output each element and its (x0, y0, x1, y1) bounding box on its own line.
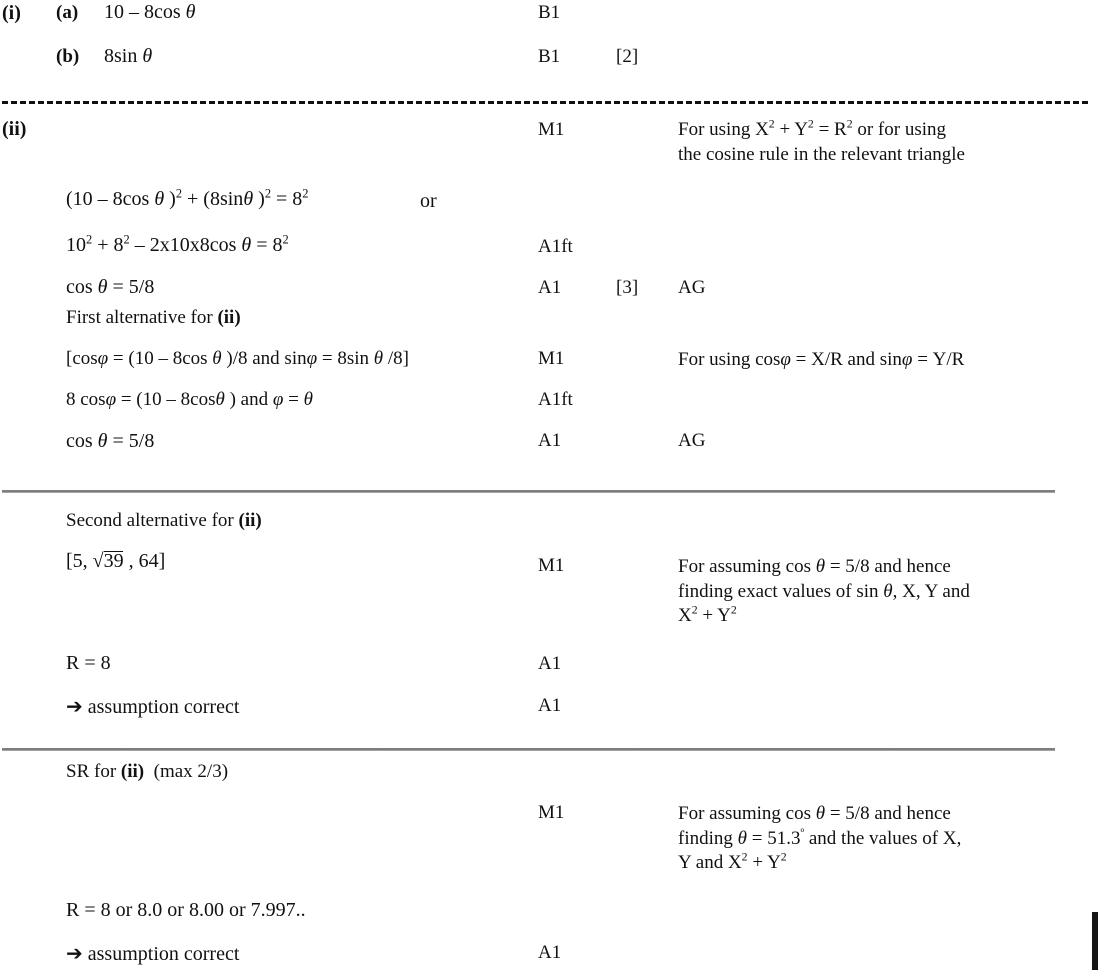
square-root-group (93, 550, 124, 573)
note-seg: X (678, 605, 692, 627)
or-connector: or (420, 190, 437, 212)
superscript-2: 2 (302, 186, 309, 201)
radical-bar (104, 551, 123, 552)
heading-max: (max 2/3) (153, 761, 229, 782)
mark-code: A1ft (538, 236, 573, 257)
dashed-separator (2, 101, 1088, 104)
scan-edge-artifact (1092, 912, 1098, 970)
note-seg: = 51.3 (746, 827, 801, 849)
ag-annotation: AG (678, 430, 706, 451)
note-seg: For using cos (678, 349, 781, 370)
phi-symbol: φ (97, 348, 109, 369)
superscript-2: 2 (691, 604, 698, 618)
superscript-2: 2 (846, 117, 853, 131)
marks-total-bracket: [2] (616, 46, 639, 67)
eq-seg: (10 – 8cos (66, 188, 150, 210)
mark-code: M1 (538, 119, 565, 140)
theta-symbol: θ (883, 580, 893, 602)
superscript-2: 2 (86, 232, 93, 247)
note-seg: or for using (852, 119, 946, 140)
superscript-2: 2 (741, 851, 748, 865)
work-i-b-text: 8sin (104, 45, 138, 67)
mark-code: B1 (538, 46, 561, 67)
ag-annotation: AG (678, 277, 706, 298)
degree-symbol: º (800, 826, 805, 840)
work-sr-r-value: R = 8 or 8.0 or 8.00 or 7.997.. (66, 899, 306, 921)
theta-symbol: θ (373, 348, 384, 369)
heading-ref: (ii) (217, 307, 241, 328)
note-seg: = R (813, 119, 847, 140)
mark-code: B1 (538, 2, 561, 23)
theta-symbol: θ (212, 348, 222, 369)
mark-code: M1 (538, 802, 565, 823)
theta-symbol: θ (243, 188, 254, 210)
right-arrow-icon: ➔ (66, 694, 83, 718)
eq-seg: + (8sin (182, 188, 244, 210)
work-fa-cos-result (66, 430, 154, 453)
phi-symbol: φ (780, 349, 791, 370)
note-seg: finding exact values of sin (678, 580, 884, 602)
note-seg: Y and X (678, 852, 742, 874)
radicand: 39 (103, 550, 124, 572)
theta-symbol: θ (815, 556, 826, 577)
superscript-2: 2 (780, 851, 787, 865)
work-i-a-text: 10 – 8cos (104, 1, 181, 23)
phi-symbol: φ (105, 389, 117, 410)
heading-seg: First alternative for (66, 307, 218, 328)
heading-seg: Second alternative for (66, 510, 239, 531)
note-seg: For using X (678, 119, 769, 140)
note-seg: = 5/8 and hence (825, 803, 951, 824)
right-arrow-icon: ➔ (66, 941, 83, 965)
note-seg: For assuming cos (678, 556, 816, 577)
superscript-2: 2 (175, 186, 183, 201)
note-seg: + Y (747, 852, 781, 874)
eq-seg: = 8 (251, 234, 283, 256)
heading-ref: (ii) (238, 510, 262, 531)
cos-seg: cos (66, 430, 93, 452)
mark-code: A1ft (538, 389, 573, 410)
assumption-text: assumption correct (87, 943, 240, 965)
theta-symbol: θ (815, 803, 826, 824)
work-sr-assumption (66, 941, 239, 966)
mark-code: M1 (538, 555, 565, 576)
superscript-2: 2 (807, 117, 814, 131)
note-seg: = Y/R (912, 349, 965, 370)
eq-seg: = 8 (271, 188, 303, 210)
theta-symbol: θ (97, 430, 108, 452)
theta-symbol: θ (303, 389, 313, 410)
superscript-2: 2 (282, 232, 289, 247)
theta-symbol: θ (737, 827, 747, 849)
theta-symbol: θ (97, 276, 108, 298)
cos-seg: = 5/8 (107, 430, 155, 452)
eq-seg: = 8sin (317, 348, 370, 369)
eq-seg: 8 cos (66, 389, 106, 410)
work-cos-result (66, 276, 154, 299)
heading-ref: (ii) (120, 761, 145, 782)
note-seg: = X/R and sin (790, 349, 902, 370)
note-text (678, 118, 1068, 167)
work-sa-r-value: R = 8 (66, 652, 111, 674)
phi-symbol: φ (901, 349, 913, 370)
note-seg: finding (678, 827, 738, 849)
theta-symbol: θ (241, 234, 252, 256)
cos-seg: cos (66, 276, 93, 298)
work-i-a (104, 1, 196, 24)
eq-seg: , 64] (123, 550, 166, 572)
superscript-2: 2 (264, 186, 272, 201)
eq-seg: – 2x10x8cos (129, 234, 237, 256)
eq-seg: [cos (66, 348, 98, 369)
eq-seg: ) (169, 188, 176, 210)
sub-label-a: (a) (56, 2, 79, 23)
section-divider (2, 748, 1055, 751)
radical-symbol: √ (92, 550, 104, 572)
superscript-2: 2 (730, 604, 737, 618)
theta-symbol: θ (142, 45, 153, 67)
eq-seg: ) and (229, 389, 273, 410)
cos-seg: = 5/8 (107, 276, 155, 298)
mark-code: A1 (538, 942, 562, 963)
work-sa-assumption (66, 694, 239, 719)
assumption-text: assumption correct (87, 696, 240, 718)
note-text (678, 348, 964, 373)
work-i-b (104, 45, 152, 68)
eq-seg: ) (258, 188, 265, 210)
eq-seg: 10 (66, 234, 86, 256)
note-text (678, 802, 1063, 876)
eq-seg: )/8 and sin (226, 348, 307, 369)
sub-label-b: (b) (56, 46, 80, 67)
note-seg: + Y (697, 605, 731, 627)
phi-symbol: φ (306, 348, 318, 369)
note-seg: the cosine rule in the relevant triangle (678, 143, 965, 165)
superscript-2: 2 (123, 232, 130, 247)
mark-code: A1 (538, 653, 562, 674)
note-seg: and the values of X, (804, 827, 962, 849)
mark-code: A1 (538, 695, 562, 716)
heading-seg: SR for (66, 761, 121, 782)
superscript-2: 2 (768, 117, 775, 131)
first-alternative-heading (66, 307, 241, 329)
note-seg: , X, Y and (892, 580, 970, 602)
eq-seg: [5, (66, 550, 93, 572)
work-fa-equation-2 (66, 389, 313, 411)
marks-total-bracket: [3] (616, 277, 639, 298)
eq-seg: = (10 – 8cos (108, 348, 208, 369)
mark-code: A1 (538, 277, 562, 298)
mark-code: M1 (538, 348, 565, 369)
note-seg: = 5/8 and hence (825, 556, 951, 577)
eq-seg: + 8 (92, 234, 124, 256)
note-seg: + Y (774, 119, 808, 140)
section-divider (2, 490, 1055, 493)
second-alternative-heading (66, 510, 262, 532)
mark-code: A1 (538, 430, 562, 451)
work-equation-1 (66, 188, 309, 211)
note-seg: For assuming cos (678, 803, 816, 824)
work-sa-values (66, 550, 165, 573)
eq-seg: = (10 – 8cos (116, 389, 216, 410)
phi-symbol: φ (272, 389, 284, 410)
work-equation-2 (66, 234, 289, 257)
work-fa-equation-1 (66, 348, 409, 370)
note-text (678, 555, 1058, 629)
special-ruling-heading (66, 761, 228, 783)
eq-seg: /8] (383, 348, 409, 369)
part-label-ii: (ii) (2, 118, 27, 140)
theta-symbol: θ (154, 188, 165, 210)
theta-symbol: θ (185, 1, 196, 23)
part-label-i: (i) (2, 2, 21, 24)
theta-symbol: θ (215, 389, 225, 410)
eq-seg: = (283, 389, 304, 410)
